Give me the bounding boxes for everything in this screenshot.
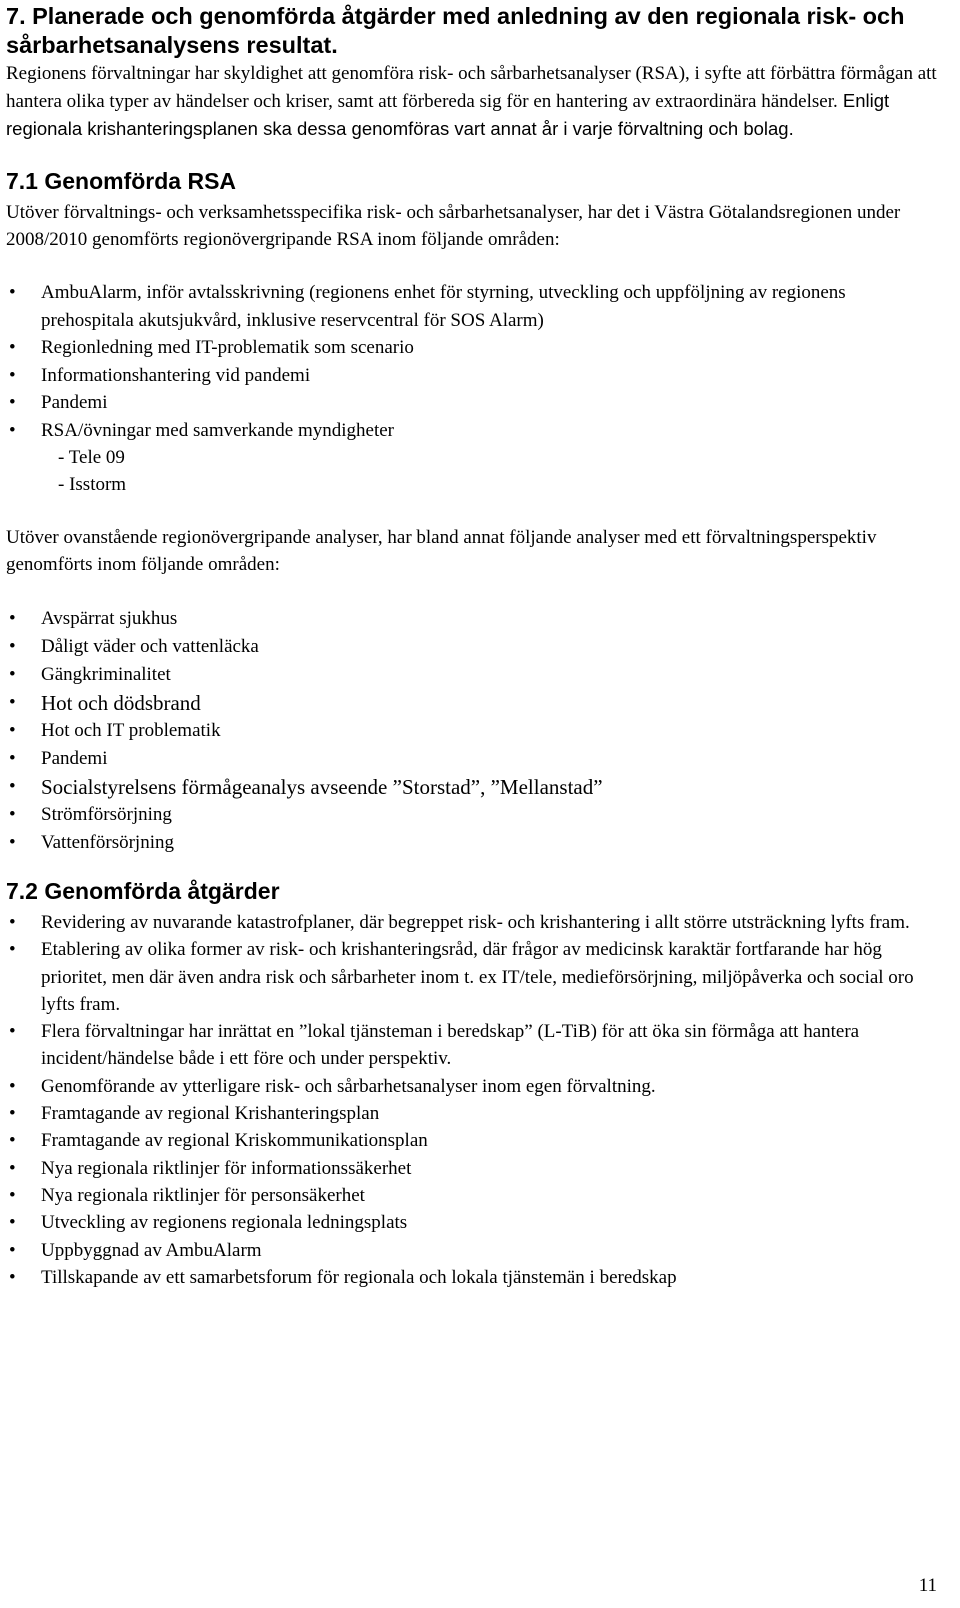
bullet-icon: • xyxy=(9,1021,16,1043)
list-item xyxy=(6,801,938,829)
bullet-icon: • xyxy=(9,692,16,713)
document-page xyxy=(6,0,938,1291)
list-item-text: Nya regionala riktlinjer för personsäkerhet xyxy=(41,1184,365,1206)
bullet-icon: • xyxy=(9,337,16,358)
list-item xyxy=(6,1155,938,1182)
list-item-text: AmbuAlarm, inför avtalsskrivning (regionens enhet för styrning, utveckling och uppföljning av regionens prehospitala akutsjukvård, inklusive reservcentral för SOS Alarm) xyxy=(41,282,846,331)
list-item xyxy=(6,689,938,717)
list-item-text: Revidering av nuvarande katastrofplaner, där begreppet risk- och krishantering i allt större utsträckning lyfts fram. xyxy=(41,912,910,933)
bullet-icon: • xyxy=(9,1239,16,1261)
list-item-text: Utveckling av regionens regionala ledningsplats xyxy=(41,1212,408,1234)
list-item-text: Genomförande av ytterligare risk- och sårbarhetsanalyser inom egen förvaltning. xyxy=(41,1075,656,1097)
rsa-subitem-list xyxy=(6,444,938,498)
list-item xyxy=(6,661,938,689)
list-item xyxy=(6,1100,938,1127)
rsa-intro-paragraph: Utöver förvaltnings- och verksamhetsspecifika risk- och sårbarhetsanalyser, har det i Västra Götalandsregionen under 2008/2010 genomförts regionövergripande RSA inom följande områden: xyxy=(6,202,901,250)
section-heading: 7. Planerade och genomförda åtgärder med anledning av den regionala risk- och sårbarhetsanalysens resultat. xyxy=(6,3,905,58)
list-item-text: RSA/övningar med samverkande myndigheter xyxy=(41,419,395,441)
list-item xyxy=(6,1127,938,1154)
bullet-icon: • xyxy=(9,419,16,441)
list-item-text: Nya regionala riktlinjer för informationssäkerhet xyxy=(41,1157,412,1179)
forvaltning-paragraph: Utöver ovanstående regionövergripande analyser, har bland annat följande analyser med ett förvaltningsperspektiv genomförts inom följande områden: xyxy=(6,527,877,575)
list-item-text: Uppbyggnad av AmbuAlarm xyxy=(41,1239,262,1261)
bullet-icon: • xyxy=(9,1157,16,1179)
bullet-icon: • xyxy=(9,1266,16,1288)
list-item xyxy=(6,389,938,417)
list-item xyxy=(6,773,938,801)
bullet-icon: • xyxy=(9,636,16,657)
list-item-text: Informationshantering vid pandemi xyxy=(41,364,311,386)
list-item xyxy=(6,1018,938,1073)
bullet-icon: • xyxy=(9,364,16,386)
list-item xyxy=(6,1237,938,1264)
bullet-icon: • xyxy=(9,776,16,797)
list-item-text: Avspärrat sjukhus xyxy=(41,608,178,629)
list-item xyxy=(6,1209,938,1236)
rsa-area-list xyxy=(6,279,938,444)
list-item-text: Hot och IT problematik xyxy=(41,720,221,741)
list-item-text: Framtagande av regional Kriskommunikationsplan xyxy=(41,1130,428,1152)
list-item-text: Gängkriminalitet xyxy=(41,664,171,685)
list-item xyxy=(6,633,938,661)
page-number: 11 xyxy=(918,1575,937,1596)
list-item xyxy=(6,362,938,390)
list-item-text: Framtagande av regional Krishanteringsplan xyxy=(41,1103,380,1125)
bullet-icon: • xyxy=(9,804,16,825)
list-item-text: Etablering av olika former av risk- och krishanteringsråd, där frågor av medicinsk karaktär fortfarande har hög prioritet, men där även andra risk och sårbarheter inom t. ex IT/tele, medieförsörjning, miljöpåverka och social oro lyfts fram. xyxy=(41,939,914,1015)
bullet-icon: • xyxy=(9,720,16,741)
list-item-text: Dåligt väder och vattenläcka xyxy=(41,636,259,657)
list-item xyxy=(6,279,938,334)
list-item xyxy=(6,1073,938,1100)
bullet-icon: • xyxy=(9,1212,16,1234)
list-item-text: Pandemi xyxy=(41,748,108,769)
list-item xyxy=(6,829,938,857)
list-item-text: Socialstyrelsens förmågeanalys avseende ”Storstad”, ”Mellanstad” xyxy=(41,775,603,799)
list-item xyxy=(6,936,938,1018)
subheading-genomforda-atgarder: 7.2 Genomförda åtgärder xyxy=(6,878,280,904)
list-item-text: Tillskapande av ett samarbetsforum för regionala och lokala tjänstemän i beredskap xyxy=(41,1266,677,1288)
bullet-icon: • xyxy=(9,939,16,961)
bullet-icon: • xyxy=(9,392,16,413)
bullet-icon: • xyxy=(9,912,16,933)
list-item-text: Flera förvaltningar har inrättat en ”lokal tjänsteman i beredskap” (L-TiB) för att öka sin förmåga att hantera incident/händelse både i ett före och under perspektiv. xyxy=(41,1021,860,1070)
list-item xyxy=(6,909,938,936)
bullet-icon: • xyxy=(9,1103,16,1125)
list-item xyxy=(6,334,938,362)
intro-text-part2: Enligt regionala krishanteringsplanen ska dessa genomföras vart annat år i varje förvaltning och bolag. xyxy=(6,90,890,139)
list-item xyxy=(6,717,938,745)
bullet-icon: • xyxy=(9,1184,16,1206)
subitem: - Isstorm xyxy=(58,474,127,495)
bullet-icon: • xyxy=(9,748,16,769)
bullet-icon: • xyxy=(9,608,16,629)
list-item xyxy=(6,605,938,633)
list-item-text: Vattenförsörjning xyxy=(41,832,174,853)
intro-text-part1: Regionens förvaltningar har skyldighet att genomföra risk- och sårbarhetsanalyser (RSA), i syfte att förbättra förmågan att hantera olika typer av händelser och kriser, samt att förbereda sig för en hantering av extraordinära händelser. xyxy=(6,63,937,112)
bullet-icon: • xyxy=(9,1075,16,1097)
bullet-icon: • xyxy=(9,1130,16,1152)
bullet-icon: • xyxy=(9,282,16,303)
subitem: - Tele 09 xyxy=(58,447,125,468)
list-item xyxy=(6,745,938,773)
bullet-icon: • xyxy=(9,832,16,853)
list-item xyxy=(6,1182,938,1209)
bullet-icon: • xyxy=(9,664,16,685)
list-item-text: Hot och dödsbrand xyxy=(41,691,201,715)
forvaltning-area-list xyxy=(6,605,938,857)
list-item-text: Pandemi xyxy=(41,392,108,413)
list-item xyxy=(6,1264,938,1291)
atgarder-list xyxy=(6,909,938,1291)
list-item-text: Regionledning med IT-problematik som scenario xyxy=(41,337,414,358)
subheading-genomforda-rsa: 7.1 Genomförda RSA xyxy=(6,168,237,194)
list-item xyxy=(6,417,938,445)
list-item-text: Strömförsörjning xyxy=(41,804,172,825)
intro-paragraph xyxy=(6,60,938,143)
